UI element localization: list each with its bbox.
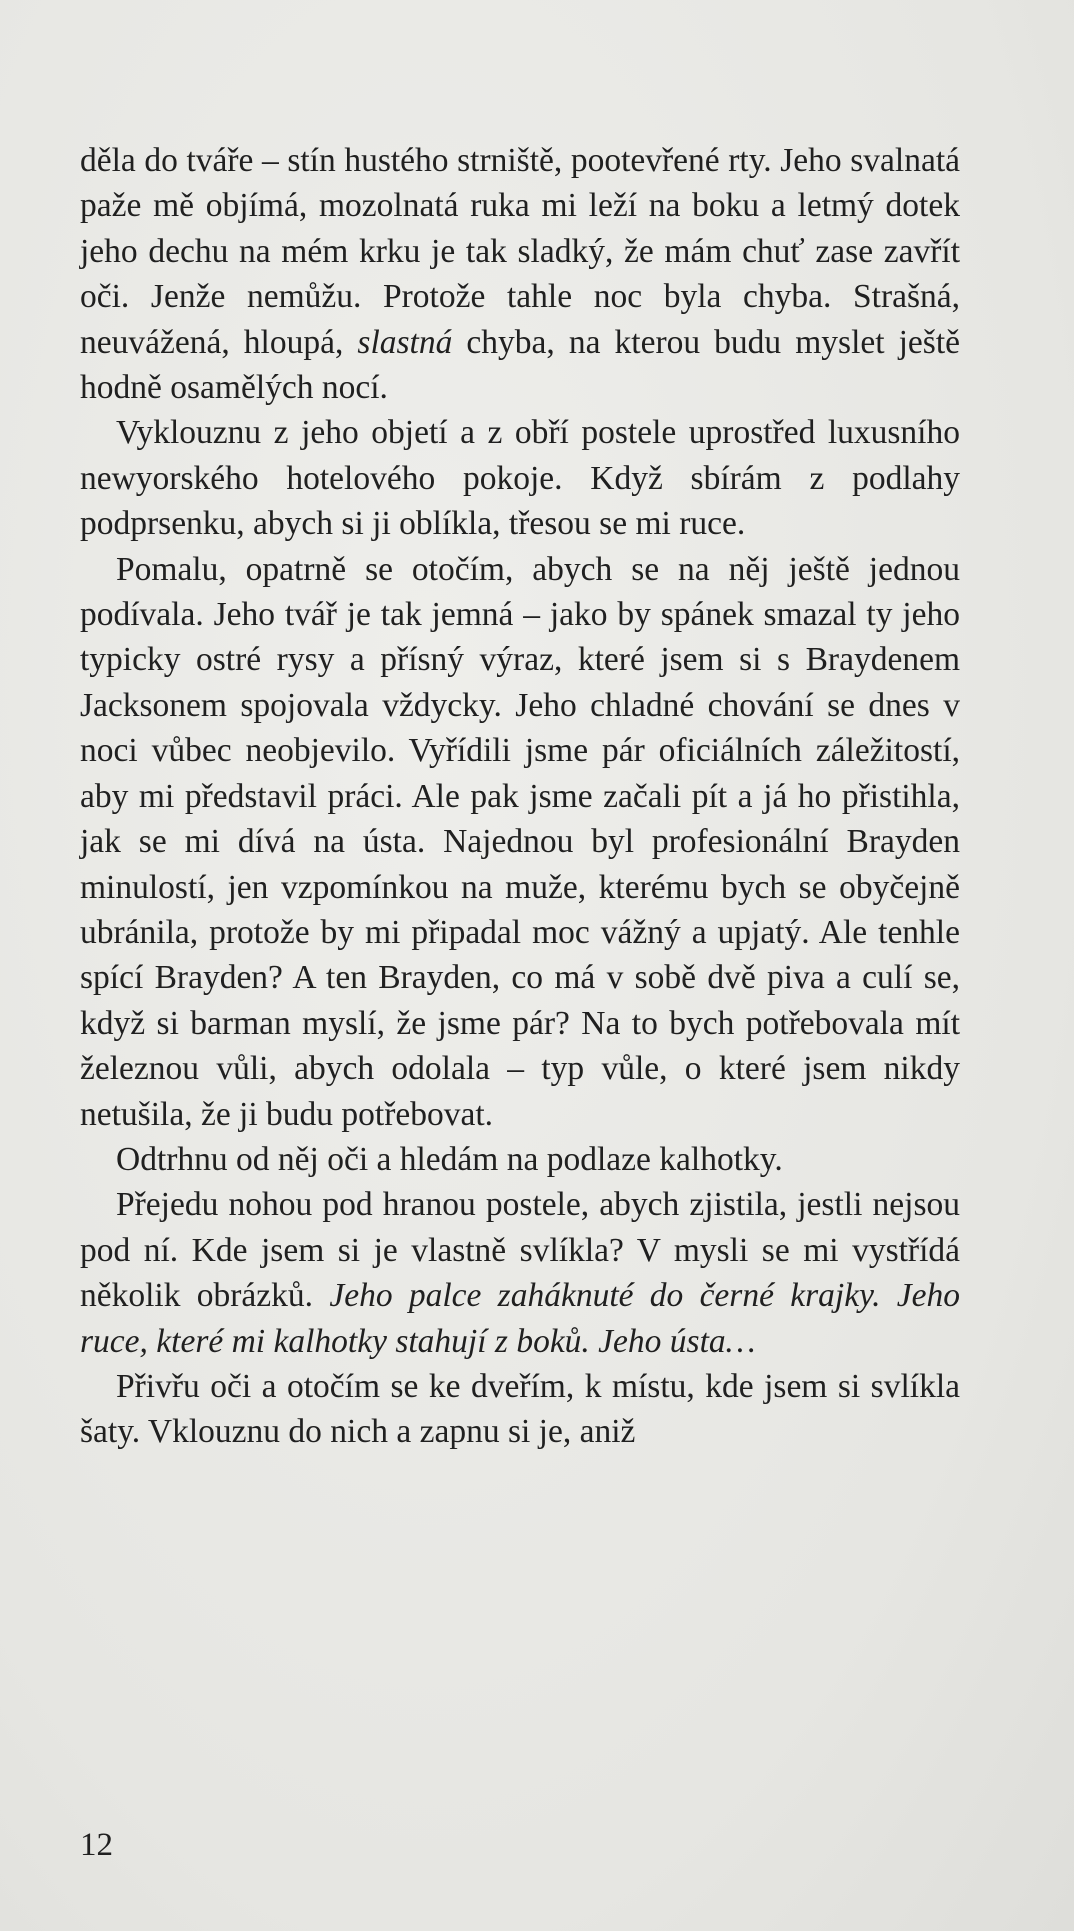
page-body-text bbox=[80, 138, 960, 1455]
paragraph-text: chyba, na kterou budu myslet ještě hodně osamělých nocí. bbox=[80, 323, 961, 407]
paragraph-text: Vyklouznu z jeho objetí a z obří postele uprostřed luxusního newyorského hotelového pokoje. Když sbírám z podlahy podprsenku, abych si ji oblíkla, třesou se mi ruce. bbox=[80, 414, 960, 543]
paragraph bbox=[80, 1182, 960, 1364]
paragraph-text: Odtrhnu od něj oči a hledám na podlaze kalhotky. bbox=[116, 1140, 783, 1178]
paragraph-text: děla do tváře – stín hustého strniště, pootevřené rty. Jeho svalnatá paže mě objímá, mozolnatá ruka mi leží na boku a letmý dotek jeho dechu na mém krku je tak sladký, že mám chuť zase zavřít oči. Jenže nemůžu. Protože tahle noc byla chyba. Strašná, neuvážená, hloupá, bbox=[80, 142, 960, 361]
paragraph-text: Pomalu, opatrně se otočím, abych se na něj ještě jednou podívala. Jeho tvář je tak jemná – jako by spánek smazal ty jeho typicky ostré rysy a přísný výraz, které jsem si s Braydenem Jacksonem spojovala vždycky. Jeho chladné chování se dnes v noci vůbec neobjevilo. Vyřídili jsme pár oficiálních záležitostí, aby mi představil práci. Ale pak jsme začali pít a já ho přistihla, jak se mi dívá na ústa. Najednou byl profesionální Brayden minulostí, jen vzpomínkou na muže, kterému bych se obyčejně ubránila, protože by mi připadal moc vážný a upjatý. Ale tenhle spící Brayden? A ten Brayden, co má v sobě dvě piva a culí se, když si barman myslí, že jsme pár? Na to bych potřebovala mít železnou vůli, abych odolala – typ vůle, o které jsem nikdy netušila, že ji budu potřebovat. bbox=[80, 550, 960, 1133]
page-number: 12 bbox=[80, 1827, 113, 1863]
italic-text: Jeho palce zaháknuté do černé krajky. Jeho ruce, které mi kalhotky stahují z boků. Jeho ústa… bbox=[80, 1277, 960, 1360]
paragraph bbox=[80, 547, 960, 1137]
paragraph-text: Přivřu oči a otočím se ke dveřím, k místu, kde jsem si svlíkla šaty. Vklouznu do nich a zapnu si je, aniž bbox=[80, 1367, 960, 1451]
paragraph bbox=[80, 138, 960, 410]
italic-text: slastná bbox=[357, 323, 453, 361]
paragraph bbox=[80, 1364, 960, 1455]
paragraph-text: Přejedu nohou pod hranou postele, abych zjistila, jestli nejsou pod ní. Kde jsem si je vlastně svlíkla? V mysli se mi vystřídá několik obrázků. bbox=[80, 1186, 960, 1315]
paragraph bbox=[80, 410, 960, 546]
paragraph bbox=[80, 1137, 960, 1182]
